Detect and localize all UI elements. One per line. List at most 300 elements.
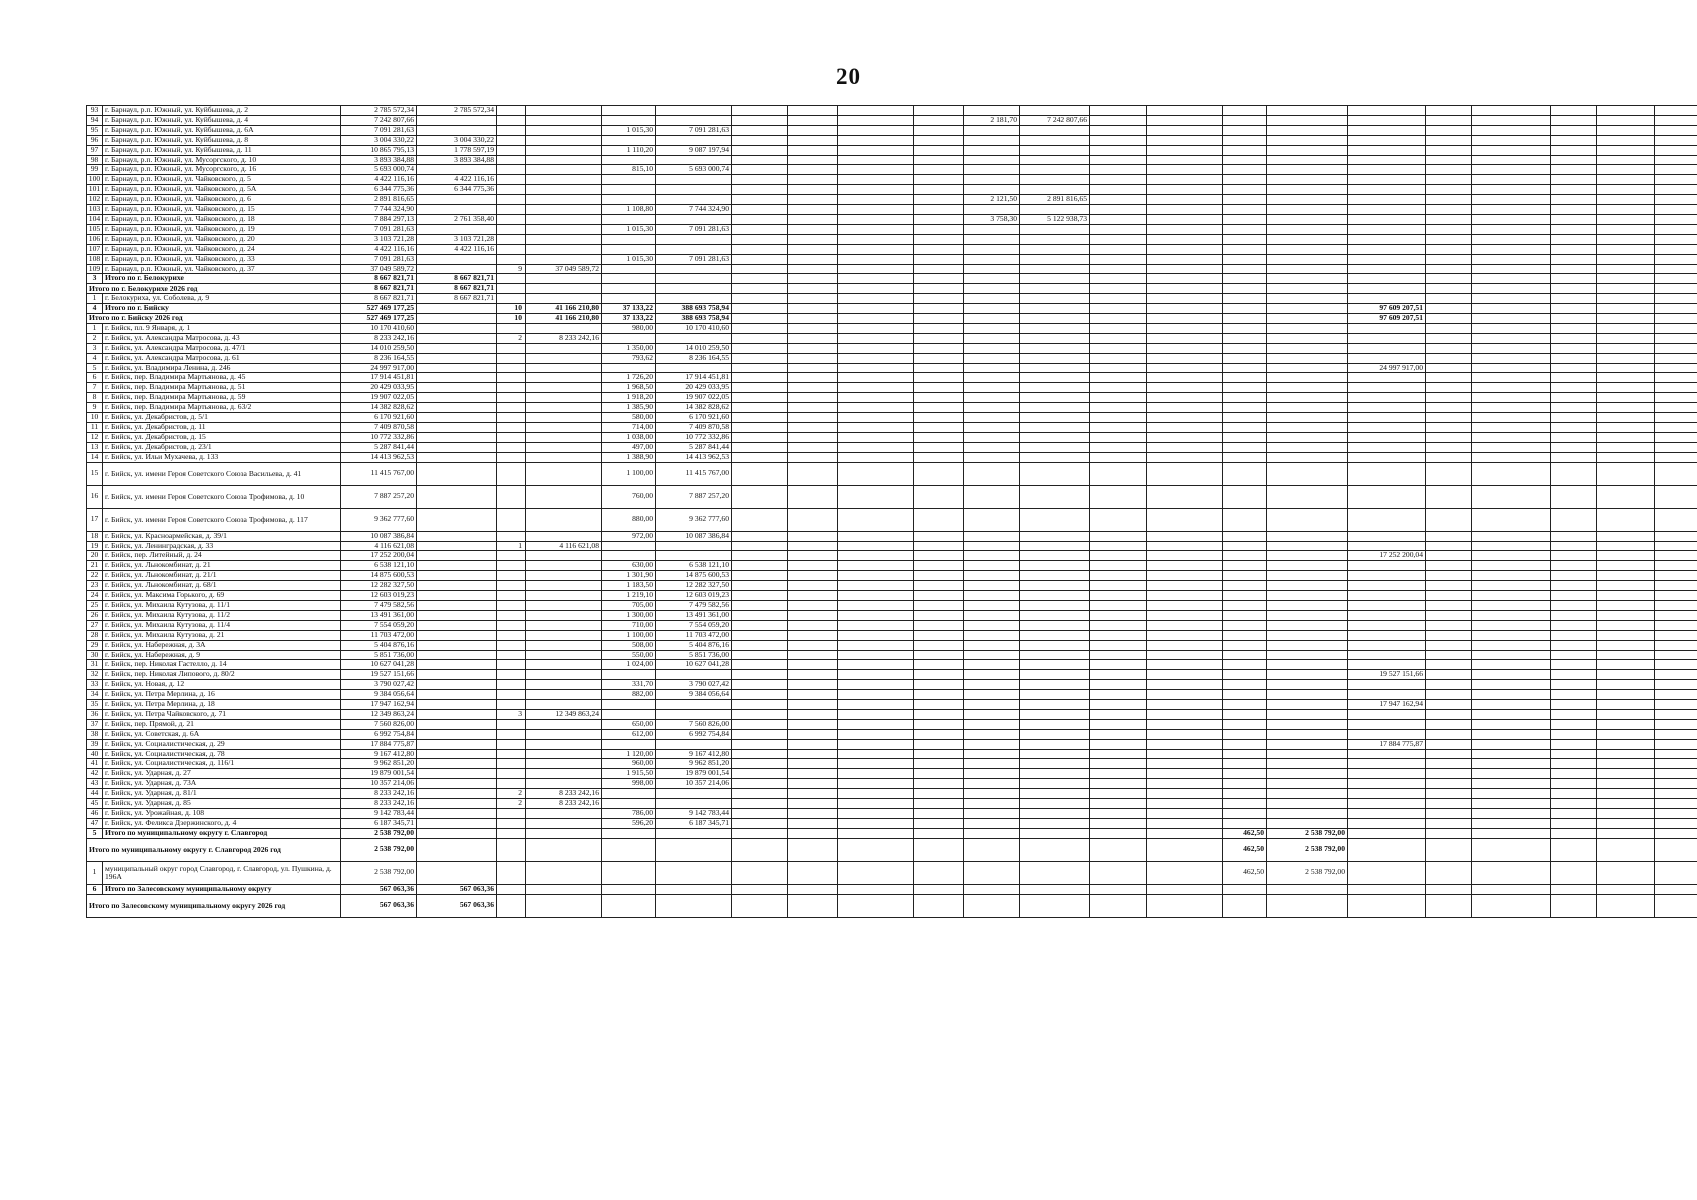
row-number: 33 [87,680,103,690]
value-cell [1655,333,1697,343]
value-cell [1090,861,1147,884]
value-cell [914,383,964,393]
value-cell [1655,185,1697,195]
value-cell [1551,809,1597,819]
value-cell [1223,729,1267,739]
value-cell [838,581,914,591]
value-cell [838,383,914,393]
value-cell [1426,769,1472,779]
row-number: 21 [87,561,103,571]
value-cell [497,423,526,433]
value-cell [1147,314,1223,324]
value-cell [526,214,602,224]
value-cell [1426,432,1472,442]
value-cell [417,485,497,508]
value-cell [656,861,732,884]
value-cell [1020,442,1090,452]
value-cell [1472,610,1551,620]
value-cell [838,195,914,205]
value-cell [838,551,914,561]
value-cell [526,828,602,838]
value-cell [838,894,914,917]
value-cell [1655,106,1697,116]
value-cell: 6 992 754,84 [341,729,417,739]
value-cell [1551,759,1597,769]
value-cell [1551,680,1597,690]
value-cell [1147,551,1223,561]
value-cell [1147,333,1223,343]
value-cell: 97 609 207,51 [1348,314,1426,324]
value-cell: 5 851 736,00 [656,650,732,660]
value-cell [1267,393,1348,403]
value-cell [788,809,838,819]
value-cell [838,294,914,304]
value-cell [526,700,602,710]
row-number: 106 [87,234,103,244]
value-cell [417,630,497,640]
value-cell: 10 [497,314,526,324]
value-cell [1223,769,1267,779]
value-cell [1655,373,1697,383]
value-cell [1348,214,1426,224]
value-cell: 17 252 200,04 [1348,551,1426,561]
value-cell [1426,373,1472,383]
value-cell [526,838,602,861]
value-cell [964,700,1020,710]
value-cell [1551,234,1597,244]
value-cell [1020,145,1090,155]
value-cell [1348,690,1426,700]
value-cell [1597,333,1655,343]
value-cell [914,254,964,264]
value-cell [788,462,838,485]
value-cell [1597,205,1655,215]
value-cell [914,690,964,700]
value-cell [964,423,1020,433]
value-cell [838,452,914,462]
value-cell: 2 [497,789,526,799]
value-cell [1147,861,1223,884]
value-cell: 8 667 821,71 [341,284,417,294]
value-cell [1147,115,1223,125]
value-cell: 7 091 281,63 [656,224,732,234]
value-cell [788,224,838,234]
value-cell [417,779,497,789]
value-cell [1472,333,1551,343]
value-cell [1223,894,1267,917]
value-cell [1551,581,1597,591]
value-cell [788,452,838,462]
value-cell [1020,284,1090,294]
value-cell: 12 349 863,24 [341,709,417,719]
value-cell: 9 962 851,20 [341,759,417,769]
value-cell [1551,383,1597,393]
value-cell: 8 233 242,16 [341,789,417,799]
value-cell [732,799,788,809]
value-cell [1426,828,1472,838]
value-cell [788,373,838,383]
value-cell [602,175,656,185]
value-cell [1472,719,1551,729]
value-cell [526,115,602,125]
value-cell [1267,294,1348,304]
value-cell [914,828,964,838]
value-cell [497,393,526,403]
address-cell: г. Барнаул, р.п. Южный, ул. Чайковского, д. 18 [103,214,341,224]
value-cell [1090,373,1147,383]
value-cell [964,630,1020,640]
value-cell: 8 667 821,71 [417,274,497,284]
value-cell [838,610,914,620]
value-cell [526,610,602,620]
value-cell: 980,00 [602,323,656,333]
value-cell [1551,284,1597,294]
value-cell [417,462,497,485]
value-cell [1090,452,1147,462]
value-cell [1090,485,1147,508]
value-cell [602,739,656,749]
value-cell [1597,551,1655,561]
value-cell [914,799,964,809]
value-cell [602,884,656,894]
table-row [87,244,1697,254]
row-number: 24 [87,591,103,601]
value-cell [732,700,788,710]
value-cell: 2 761 358,40 [417,214,497,224]
value-cell [1551,214,1597,224]
value-cell [1020,561,1090,571]
value-cell [1597,373,1655,383]
value-cell [1348,125,1426,135]
value-cell: 580,00 [602,413,656,423]
value-cell [1472,894,1551,917]
value-cell [1472,789,1551,799]
page-number: 20 [836,64,861,89]
address-cell: г. Бийск, ул. Декабристов, д. 5/1 [103,413,341,423]
value-cell [788,640,838,650]
value-cell [602,155,656,165]
value-cell [602,135,656,145]
value-cell [1597,591,1655,601]
value-cell [1426,809,1472,819]
value-cell [1551,818,1597,828]
value-cell [1020,709,1090,719]
value-cell [602,214,656,224]
value-cell [1551,403,1597,413]
value-cell [1020,789,1090,799]
value-cell [788,125,838,135]
value-cell [1267,719,1348,729]
value-cell [526,561,602,571]
value-cell [838,442,914,452]
value-cell [1597,175,1655,185]
value-cell [1597,432,1655,442]
address-cell: г. Бийск, ул. Ленинградская, д. 33 [103,541,341,551]
row-number: 17 [87,508,103,531]
value-cell [914,214,964,224]
value-cell [1020,729,1090,739]
total-row [87,314,1697,324]
value-cell [1348,462,1426,485]
value-cell [914,541,964,551]
value-cell [788,571,838,581]
address-cell: г. Белокуриха, ул. Соболева, д. 9 [103,294,341,304]
value-cell [838,135,914,145]
value-cell [1655,719,1697,729]
value-cell [1472,799,1551,809]
value-cell [1020,333,1090,343]
value-cell [1655,432,1697,442]
value-cell [1426,581,1472,591]
value-cell: 462,50 [1223,828,1267,838]
row-number: 4 [87,353,103,363]
value-cell [1147,234,1223,244]
table-row [87,155,1697,165]
value-cell: 331,70 [602,680,656,690]
value-cell [1426,224,1472,234]
value-cell [1090,670,1147,680]
value-cell [1090,403,1147,413]
table-row [87,462,1697,485]
value-cell: 2 891 816,65 [1020,195,1090,205]
value-cell [838,660,914,670]
value-cell [1147,264,1223,274]
value-cell [1597,640,1655,650]
address-cell: г. Бийск, ул. Михаила Кутузова, д. 11/1 [103,600,341,610]
value-cell [1597,323,1655,333]
value-cell [1090,284,1147,294]
value-cell: 17 884 775,87 [1348,739,1426,749]
value-cell [1655,452,1697,462]
value-cell [1020,353,1090,363]
value-cell [1472,759,1551,769]
value-cell [656,739,732,749]
value-cell [1597,620,1655,630]
value-cell [732,452,788,462]
value-cell: 793,62 [602,353,656,363]
table-row [87,195,1697,205]
value-cell [1090,571,1147,581]
value-cell: 1 015,30 [602,224,656,234]
value-cell: 5 693 000,74 [341,165,417,175]
value-cell [838,314,914,324]
value-cell: 24 997 917,00 [341,363,417,373]
value-cell [1147,353,1223,363]
value-cell [1090,413,1147,423]
value-cell [964,254,1020,264]
value-cell [838,106,914,116]
value-cell [1223,581,1267,591]
value-cell [497,531,526,541]
value-cell [1090,531,1147,541]
value-cell: 9 962 851,20 [656,759,732,769]
value-cell [1147,462,1223,485]
value-cell [1147,789,1223,799]
value-cell [417,432,497,442]
value-cell [417,581,497,591]
value-cell [497,894,526,917]
value-cell [914,620,964,630]
value-cell: 7 560 826,00 [656,719,732,729]
value-cell [964,828,1020,838]
value-cell [732,541,788,551]
value-cell [1597,610,1655,620]
value-cell [1348,861,1426,884]
value-cell: 1 300,00 [602,610,656,620]
value-cell [1472,304,1551,314]
value-cell [1655,828,1697,838]
value-cell [417,264,497,274]
value-cell [914,403,964,413]
value-cell [964,314,1020,324]
value-cell [1551,175,1597,185]
value-cell [914,413,964,423]
value-cell [914,670,964,680]
value-cell [1223,709,1267,719]
value-cell [838,861,914,884]
value-cell [1020,828,1090,838]
value-cell [1426,551,1472,561]
value-cell: 8 236 164,55 [656,353,732,363]
table-row [87,485,1697,508]
value-cell [788,353,838,363]
value-cell: 4 116 621,08 [526,541,602,551]
value-cell [838,571,914,581]
value-cell: 10 627 041,28 [341,660,417,670]
value-cell: 960,00 [602,759,656,769]
value-cell: 10 087 386,84 [656,531,732,541]
value-cell [838,244,914,254]
value-cell [964,749,1020,759]
value-cell: 9 167 412,80 [341,749,417,759]
value-cell: 2 [497,333,526,343]
value-cell [1551,442,1597,452]
value-cell [732,508,788,531]
value-cell [526,195,602,205]
value-cell [497,383,526,393]
value-cell: 1 918,20 [602,393,656,403]
row-number: 104 [87,214,103,224]
value-cell [838,432,914,442]
value-cell: 4 422 116,16 [417,175,497,185]
value-cell [732,650,788,660]
value-cell [964,274,1020,284]
table-row [87,423,1697,433]
value-cell: 37 133,22 [602,314,656,324]
value-cell [1655,591,1697,601]
value-cell [1223,432,1267,442]
row-number: 46 [87,809,103,819]
value-cell: 7 554 059,20 [656,620,732,630]
value-cell [732,185,788,195]
address-cell: г. Бийск, ул. Ударная, д. 81/1 [103,789,341,799]
value-cell [1348,353,1426,363]
value-cell [838,413,914,423]
value-cell [1348,234,1426,244]
value-cell [656,799,732,809]
value-cell [914,531,964,541]
row-number: 37 [87,719,103,729]
value-cell [1597,650,1655,660]
value-cell [526,343,602,353]
value-cell [526,125,602,135]
value-cell [1267,185,1348,195]
value-cell [1090,600,1147,610]
value-cell [1348,224,1426,234]
row-number: 16 [87,485,103,508]
value-cell: 6 992 754,84 [656,729,732,739]
value-cell [417,393,497,403]
value-cell [602,195,656,205]
value-cell [788,115,838,125]
value-cell [1348,244,1426,254]
value-cell: 1 388,90 [602,452,656,462]
value-cell [1472,274,1551,284]
value-cell [1472,403,1551,413]
value-cell [1267,353,1348,363]
value-cell: 14 413 962,53 [341,452,417,462]
value-cell: 14 413 962,53 [656,452,732,462]
value-cell [1472,135,1551,145]
value-cell [964,650,1020,660]
row-number: 5 [87,363,103,373]
value-cell [914,610,964,620]
value-cell [1348,719,1426,729]
value-cell [788,165,838,175]
value-cell [417,314,497,324]
value-cell [1348,531,1426,541]
value-cell: 2 538 792,00 [1267,861,1348,884]
value-cell [497,650,526,660]
value-cell [1655,214,1697,224]
value-cell [1655,749,1697,759]
value-cell [656,828,732,838]
value-cell [1223,383,1267,393]
value-cell: 760,00 [602,485,656,508]
value-cell [1597,165,1655,175]
value-cell [417,323,497,333]
value-cell [1020,106,1090,116]
value-cell [497,205,526,215]
table-row [87,323,1697,333]
value-cell [526,353,602,363]
value-cell [417,809,497,819]
value-cell [1551,508,1597,531]
value-cell [497,690,526,700]
value-cell [1472,739,1551,749]
value-cell [1426,818,1472,828]
value-cell [497,884,526,894]
value-cell: 19 527 151,66 [341,670,417,680]
value-cell [1223,333,1267,343]
value-cell [838,769,914,779]
value-cell [1472,205,1551,215]
value-cell [1020,769,1090,779]
value-cell [1472,423,1551,433]
table-row [87,799,1697,809]
value-cell [1426,789,1472,799]
value-cell [1223,205,1267,215]
value-cell [1472,531,1551,541]
value-cell [1267,709,1348,719]
value-cell [1020,205,1090,215]
address-cell: г. Бийск, ул. Льнокомбинат, д. 21/1 [103,571,341,581]
value-cell [602,894,656,917]
value-cell [1223,485,1267,508]
value-cell [788,861,838,884]
value-cell: 1 726,20 [602,373,656,383]
value-cell: 20 429 033,95 [656,383,732,393]
